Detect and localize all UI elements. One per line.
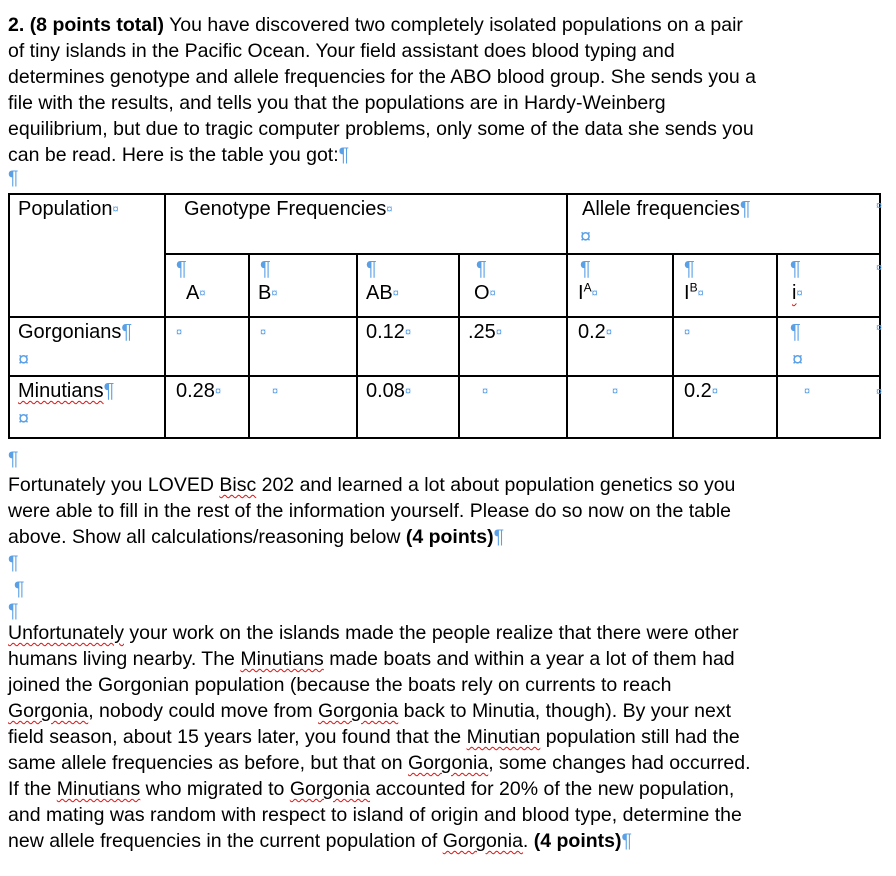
row-gorgonians-name: Gorgonians¶ bbox=[18, 321, 133, 343]
row-end-mark: ¤ bbox=[876, 322, 883, 334]
gorgonians-IA[interactable]: 0.2¤ bbox=[578, 321, 612, 343]
gorgonians-A[interactable]: ¤ bbox=[176, 326, 183, 339]
question-number: 2. bbox=[8, 14, 25, 36]
question-line-4: file with the results, and tells you that the populations are in Hardy-Weinberg bbox=[8, 92, 666, 114]
instructions-line-3: above. Show all calculations/reasoning below (4 points)¶ bbox=[8, 526, 505, 548]
minutians-i[interactable]: ¤ bbox=[804, 385, 811, 398]
migration-line-6: same allele frequencies as before, but that on Gorgonia, some changes had occurred. bbox=[8, 752, 751, 774]
gorgonians-IB[interactable]: ¤ bbox=[684, 326, 691, 339]
subheader-B: B¤ bbox=[258, 282, 278, 304]
gorgonians-O[interactable]: .25¤ bbox=[468, 321, 502, 343]
subheader-O: O¤ bbox=[474, 282, 496, 304]
question-points: (8 points total) bbox=[29, 14, 165, 36]
question-line-3: determines genotype and allele frequencies for the ABO blood group. She sends you a bbox=[8, 66, 756, 88]
cell-mark: ¤ bbox=[580, 226, 592, 248]
header-allele-frequencies: Allele frequencies¶ bbox=[582, 198, 751, 220]
migration-line-3: joined the Gorgonian population (because the boats rely on currents to reach bbox=[8, 674, 672, 696]
instructions-paragraph: ¶ Fortunately you LOVED Bisc 202 and learned a lot about population genetics so you were able to fill in the rest of the information yourself. Please do so now on the table above. Show all calculations/reasoning below (4 points)¶ ¶ ¶ bbox=[8, 446, 888, 602]
instructions-line-2: were able to fill in the rest of the information yourself. Please do so now on the table bbox=[8, 500, 731, 522]
subheader-A: A¤ bbox=[186, 282, 206, 304]
header-population: Population¤ bbox=[18, 198, 119, 220]
subheader-IB: $I^B¤$ bbox=[684, 280, 704, 304]
pilcrow-mark: ¶ bbox=[338, 144, 350, 166]
pilcrow-mark: ¶ bbox=[8, 167, 19, 189]
gorgonians-AB[interactable]: 0.12¤ bbox=[366, 321, 412, 343]
minutians-IA[interactable]: ¤ bbox=[612, 385, 619, 398]
question-line-2: of tiny islands in the Pacific Ocean. Your field assistant does blood typing and bbox=[8, 40, 675, 62]
subheader-AB: AB¤ bbox=[366, 282, 399, 304]
migration-line-2: humans living nearby. The Minutians made boats and within a year a lot of them had bbox=[8, 648, 735, 670]
question-line-6: can be read. Here is the table you got:¶ bbox=[8, 144, 350, 166]
minutians-A[interactable]: 0.28¤ bbox=[176, 380, 222, 402]
header-genotype-frequencies: Genotype Frequencies¤ bbox=[184, 198, 393, 220]
row-end-mark: ¤ bbox=[876, 200, 883, 212]
minutians-AB[interactable]: 0.08¤ bbox=[366, 380, 412, 402]
instructions-line-1: Fortunately you LOVED Bisc 202 and learned a lot about population genetics so you bbox=[8, 474, 736, 496]
migration-line-9: new allele frequencies in the current population of Gorgonia. (4 points)¶ bbox=[8, 830, 632, 852]
subheader-IA: $I^A¤$ bbox=[578, 280, 598, 304]
minutians-B[interactable]: ¤ bbox=[272, 385, 279, 398]
migration-line-4: Gorgonia, nobody could move from Gorgonia back to Minutia, though). By your next bbox=[8, 700, 731, 722]
question-line-5: equilibrium, but due to tragic computer problems, only some of the data she sends you bbox=[8, 118, 754, 140]
migration-line-7: If the Minutians who migrated to Gorgonia accounted for 20% of the new population, bbox=[8, 778, 735, 800]
row-end-mark: ¤ bbox=[876, 386, 883, 398]
subheader-i: i¤ bbox=[792, 282, 803, 304]
migration-line-1: Unfortunately your work on the islands made the people realize that there were other bbox=[8, 622, 739, 644]
gorgonians-B[interactable]: ¤ bbox=[260, 326, 267, 339]
question-line-1: 2. (8 points total) You have discovered two completely isolated populations on a pair bbox=[8, 14, 743, 36]
migration-paragraph: ¶ Unfortunately your work on the islands made the people realize that there were other humans living nearby. The Minutians made boats and within a year a lot of them had joined the Gorgonian population (because the boats rely on currents to reach Gorgonia, nobody could move from Gorgonia back to Minutia, though). By your next field season, about 15 years later, you found that the Minutian population still had the same allele frequencies as before, but that on Gorgonia, some changes had occurred. If the Minutians who migrated to Gorgonia accounted for 20% of the new population, and mating was random with respect to island of origin and blood type, determine the new allele frequencies in the current population of Gorgonia. (4 points)¶ bbox=[8, 602, 888, 854]
abo-frequency-table: Population¤ Genotype Frequencies¤ Allele frequencies¶ ¤ ¶ A¤ ¶ B¤ ¶ AB¤ ¶ O¤ ¶ $I^A¤$ ¶ $I^B¤$ ¶ i¤ Gorgonians¶ ¤ ¤ ¤ 0.12¤ .25¤ 0.2¤ ¤ ¶ ¤ Minutians¶ ¤ 0.28¤ ¤ 0.08¤ ¤ ¤ 0.2¤ ¤ bbox=[8, 193, 880, 439]
minutians-O[interactable]: ¤ bbox=[482, 385, 489, 398]
row-minutians-name: Minutians¶ bbox=[18, 380, 115, 402]
migration-line-8: and mating was random with respect to island of origin and blood type, determine the bbox=[8, 804, 742, 826]
row-end-mark: ¤ bbox=[876, 262, 883, 274]
question-paragraph bbox=[8, 12, 888, 188]
gorgonians-i[interactable]: ¶ bbox=[790, 321, 801, 343]
migration-line-5: field season, about 15 years later, you found that the Minutian population still had the bbox=[8, 726, 740, 748]
minutians-IB[interactable]: 0.2¤ bbox=[684, 380, 718, 402]
